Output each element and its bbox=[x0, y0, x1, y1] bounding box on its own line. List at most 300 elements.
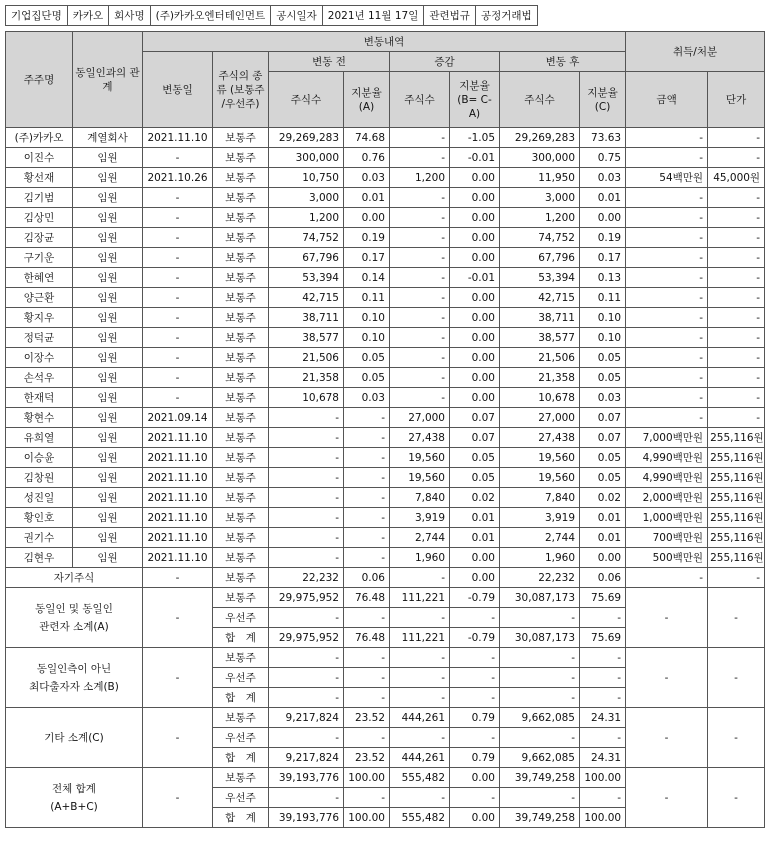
change-date: - bbox=[143, 368, 213, 388]
stock-type: 보통주 bbox=[213, 448, 269, 468]
stock-type: 보통주 bbox=[213, 528, 269, 548]
change-shares: - bbox=[390, 608, 450, 628]
header-before-shares: 주식수 bbox=[269, 72, 344, 128]
change-date: - bbox=[143, 708, 213, 768]
change-ratio: 0.00 bbox=[450, 208, 500, 228]
before-ratio: 76.48 bbox=[344, 588, 390, 608]
change-ratio: 0.01 bbox=[450, 508, 500, 528]
change-date: 2021.11.10 bbox=[143, 508, 213, 528]
header-amount: 금액 bbox=[626, 72, 708, 128]
info-key-law: 관련법규 bbox=[424, 6, 476, 26]
stock-type: 보통주 bbox=[213, 648, 269, 668]
subtotal-label-line2: 최다출자자 소계(B) bbox=[29, 680, 119, 693]
relation: 임원 bbox=[73, 268, 143, 288]
relation: 임원 bbox=[73, 248, 143, 268]
shareholder-name: 김상민 bbox=[6, 208, 73, 228]
before-ratio: - bbox=[344, 408, 390, 428]
table-row bbox=[6, 548, 765, 568]
after-shares: 39,749,258 bbox=[500, 808, 580, 828]
after-shares: 27,000 bbox=[500, 408, 580, 428]
acquisition-amount: - bbox=[626, 348, 708, 368]
unit-price: - bbox=[708, 648, 765, 708]
after-ratio: 75.69 bbox=[580, 628, 626, 648]
stock-type: 합 계 bbox=[213, 688, 269, 708]
after-shares: 30,087,173 bbox=[500, 628, 580, 648]
change-shares: - bbox=[390, 728, 450, 748]
stock-type: 보통주 bbox=[213, 168, 269, 188]
after-ratio: 0.05 bbox=[580, 468, 626, 488]
unit-price: 255,116원 bbox=[708, 528, 765, 548]
table-row bbox=[6, 448, 765, 468]
change-date: 2021.11.10 bbox=[143, 468, 213, 488]
relation: 계열회사 bbox=[73, 128, 143, 148]
change-shares: 7,840 bbox=[390, 488, 450, 508]
change-shares: - bbox=[390, 208, 450, 228]
table-row bbox=[6, 368, 765, 388]
change-date: 2021.11.10 bbox=[143, 548, 213, 568]
table-row bbox=[6, 168, 765, 188]
shareholder-name: 유희열 bbox=[6, 428, 73, 448]
after-ratio: 0.01 bbox=[580, 188, 626, 208]
relation: 임원 bbox=[73, 388, 143, 408]
before-shares: 21,358 bbox=[269, 368, 344, 388]
after-shares: 1,960 bbox=[500, 548, 580, 568]
relation: 임원 bbox=[73, 308, 143, 328]
after-shares: 2,744 bbox=[500, 528, 580, 548]
after-shares: 1,200 bbox=[500, 208, 580, 228]
stock-type: 보통주 bbox=[213, 408, 269, 428]
info-value-group: 카카오 bbox=[67, 6, 108, 26]
before-shares: 39,193,776 bbox=[269, 808, 344, 828]
after-shares: 21,358 bbox=[500, 368, 580, 388]
shareholder-name: 김기범 bbox=[6, 188, 73, 208]
before-ratio: 23.52 bbox=[344, 708, 390, 728]
after-shares: 67,796 bbox=[500, 248, 580, 268]
header-change-details: 변동내역 bbox=[143, 32, 626, 52]
after-ratio: 0.05 bbox=[580, 348, 626, 368]
acquisition-amount: 4,990백만원 bbox=[626, 448, 708, 468]
relation: 임원 bbox=[73, 448, 143, 468]
relation: 임원 bbox=[73, 168, 143, 188]
unit-price: - bbox=[708, 368, 765, 388]
acquisition-amount: - bbox=[626, 128, 708, 148]
before-ratio: 0.03 bbox=[344, 168, 390, 188]
shareholder-name: 이승윤 bbox=[6, 448, 73, 468]
stock-type: 합 계 bbox=[213, 808, 269, 828]
change-shares: 444,261 bbox=[390, 748, 450, 768]
change-shares: 444,261 bbox=[390, 708, 450, 728]
before-ratio: - bbox=[344, 648, 390, 668]
table-row bbox=[6, 388, 765, 408]
relation: 임원 bbox=[73, 228, 143, 248]
before-ratio: 74.68 bbox=[344, 128, 390, 148]
before-shares: - bbox=[269, 668, 344, 688]
info-key-company: 회사명 bbox=[109, 6, 150, 26]
acquisition-amount: - bbox=[626, 208, 708, 228]
relation: 임원 bbox=[73, 468, 143, 488]
before-ratio: - bbox=[344, 728, 390, 748]
after-shares: 19,560 bbox=[500, 468, 580, 488]
after-shares: 74,752 bbox=[500, 228, 580, 248]
after-ratio: 0.00 bbox=[580, 208, 626, 228]
unit-price: 255,116원 bbox=[708, 428, 765, 448]
before-ratio: 100.00 bbox=[344, 808, 390, 828]
before-ratio: - bbox=[344, 448, 390, 468]
change-ratio: 0.00 bbox=[450, 188, 500, 208]
stock-type: 보통주 bbox=[213, 548, 269, 568]
before-shares: - bbox=[269, 728, 344, 748]
after-ratio: 0.75 bbox=[580, 148, 626, 168]
after-shares: 19,560 bbox=[500, 448, 580, 468]
before-ratio: 0.03 bbox=[344, 388, 390, 408]
before-shares: 29,975,952 bbox=[269, 588, 344, 608]
relation: 임원 bbox=[73, 288, 143, 308]
table-row bbox=[6, 268, 765, 288]
before-ratio: - bbox=[344, 428, 390, 448]
change-shares: - bbox=[390, 328, 450, 348]
subtotal-label-line2: (A+B+C) bbox=[50, 800, 98, 813]
before-shares: - bbox=[269, 688, 344, 708]
after-shares: 9,662,085 bbox=[500, 748, 580, 768]
header-acquisition: 취득/처분 bbox=[626, 32, 765, 72]
before-ratio: - bbox=[344, 468, 390, 488]
change-date: 2021.11.10 bbox=[143, 448, 213, 468]
subtotal-row bbox=[6, 708, 765, 728]
change-ratio: 0.00 bbox=[450, 568, 500, 588]
subtotal-row bbox=[6, 648, 765, 668]
relation: 임원 bbox=[73, 148, 143, 168]
shareholder-rows bbox=[6, 128, 765, 828]
relation: 임원 bbox=[73, 348, 143, 368]
after-ratio: 0.13 bbox=[580, 268, 626, 288]
change-ratio: - bbox=[450, 788, 500, 808]
relation: 임원 bbox=[73, 508, 143, 528]
change-date: 2021.11.10 bbox=[143, 488, 213, 508]
shareholder-name: 한혜연 bbox=[6, 268, 73, 288]
shareholder-name: 손석우 bbox=[6, 368, 73, 388]
before-ratio: - bbox=[344, 788, 390, 808]
before-ratio: - bbox=[344, 608, 390, 628]
before-ratio: 0.14 bbox=[344, 268, 390, 288]
before-ratio: - bbox=[344, 688, 390, 708]
after-ratio: 0.17 bbox=[580, 248, 626, 268]
shareholder-name: 정덕균 bbox=[6, 328, 73, 348]
change-ratio: 0.07 bbox=[450, 428, 500, 448]
change-date: - bbox=[143, 388, 213, 408]
stock-type: 보통주 bbox=[213, 428, 269, 448]
change-ratio: 0.00 bbox=[450, 228, 500, 248]
change-shares: 1,200 bbox=[390, 168, 450, 188]
unit-price: - bbox=[708, 708, 765, 768]
before-shares: - bbox=[269, 428, 344, 448]
before-ratio: 0.10 bbox=[344, 308, 390, 328]
stock-type: 보통주 bbox=[213, 768, 269, 788]
after-ratio: 0.07 bbox=[580, 408, 626, 428]
after-ratio: 100.00 bbox=[580, 808, 626, 828]
stock-type: 보통주 bbox=[213, 328, 269, 348]
after-ratio: 0.02 bbox=[580, 488, 626, 508]
change-shares: 19,560 bbox=[390, 448, 450, 468]
change-ratio: -0.01 bbox=[450, 148, 500, 168]
change-ratio: - bbox=[450, 688, 500, 708]
info-value-date: 2021년 11월 17일 bbox=[322, 6, 424, 26]
table-row bbox=[6, 488, 765, 508]
relation: 임원 bbox=[73, 208, 143, 228]
acquisition-amount: 700백만원 bbox=[626, 528, 708, 548]
change-date: - bbox=[143, 308, 213, 328]
after-shares: - bbox=[500, 608, 580, 628]
header-after-shares: 주식수 bbox=[500, 72, 580, 128]
acquisition-amount: - bbox=[626, 308, 708, 328]
before-shares: 38,577 bbox=[269, 328, 344, 348]
stock-type: 보통주 bbox=[213, 388, 269, 408]
unit-price: - bbox=[708, 328, 765, 348]
change-ratio: 0.02 bbox=[450, 488, 500, 508]
after-shares: 39,749,258 bbox=[500, 768, 580, 788]
header-relation: 동일인과의 관계 bbox=[73, 32, 143, 128]
change-shares: - bbox=[390, 248, 450, 268]
info-value-law: 공정거래법 bbox=[475, 6, 537, 26]
shareholder-name: 구기운 bbox=[6, 248, 73, 268]
after-shares: 3,919 bbox=[500, 508, 580, 528]
treasury-row bbox=[6, 568, 765, 588]
before-ratio: 0.11 bbox=[344, 288, 390, 308]
stock-type: 합 계 bbox=[213, 748, 269, 768]
change-date: - bbox=[143, 248, 213, 268]
after-ratio: 73.63 bbox=[580, 128, 626, 148]
change-ratio: 0.01 bbox=[450, 528, 500, 548]
shareholder-name: 권기수 bbox=[6, 528, 73, 548]
shareholder-name: 양근환 bbox=[6, 288, 73, 308]
after-ratio: 0.01 bbox=[580, 528, 626, 548]
acquisition-amount: - bbox=[626, 588, 708, 648]
stock-type: 우선주 bbox=[213, 728, 269, 748]
acquisition-amount: 2,000백만원 bbox=[626, 488, 708, 508]
subtotal-label-line1: 동일인 및 동일인 bbox=[35, 602, 113, 615]
unit-price: - bbox=[708, 288, 765, 308]
header-ratio-b: 지분율 (B= C-A) bbox=[450, 72, 500, 128]
after-shares: 300,000 bbox=[500, 148, 580, 168]
header-change-shares: 주식수 bbox=[390, 72, 450, 128]
header-before: 변동 전 bbox=[269, 52, 390, 72]
change-ratio: 0.00 bbox=[450, 388, 500, 408]
change-ratio: 0.00 bbox=[450, 548, 500, 568]
subtotal-label-line2: 관련자 소계(A) bbox=[39, 620, 109, 633]
stock-type: 보통주 bbox=[213, 708, 269, 728]
before-shares: 3,000 bbox=[269, 188, 344, 208]
before-shares: 9,217,824 bbox=[269, 748, 344, 768]
unit-price: 255,116원 bbox=[708, 448, 765, 468]
table-row bbox=[6, 348, 765, 368]
change-date: - bbox=[143, 648, 213, 708]
after-shares: - bbox=[500, 728, 580, 748]
change-date: - bbox=[143, 288, 213, 308]
table-row bbox=[6, 528, 765, 548]
before-shares: 9,217,824 bbox=[269, 708, 344, 728]
table-row bbox=[6, 128, 765, 148]
table-row bbox=[6, 208, 765, 228]
after-ratio: - bbox=[580, 608, 626, 628]
info-key-date: 공시일자 bbox=[271, 6, 323, 26]
unit-price: - bbox=[708, 208, 765, 228]
relation: 임원 bbox=[73, 408, 143, 428]
after-ratio: - bbox=[580, 668, 626, 688]
change-ratio: 0.00 bbox=[450, 248, 500, 268]
before-ratio: - bbox=[344, 548, 390, 568]
before-ratio: - bbox=[344, 528, 390, 548]
stock-type: 합 계 bbox=[213, 628, 269, 648]
after-ratio: 0.03 bbox=[580, 168, 626, 188]
stock-type: 우선주 bbox=[213, 668, 269, 688]
acquisition-amount: - bbox=[626, 228, 708, 248]
change-ratio: 0.00 bbox=[450, 808, 500, 828]
change-shares: - bbox=[390, 648, 450, 668]
header-ratio-a: 지분율 (A) bbox=[344, 72, 390, 128]
after-shares: 38,711 bbox=[500, 308, 580, 328]
before-shares: - bbox=[269, 548, 344, 568]
header-change-date: 변동일 bbox=[143, 52, 213, 128]
before-shares: 39,193,776 bbox=[269, 768, 344, 788]
before-shares: - bbox=[269, 488, 344, 508]
unit-price: - bbox=[708, 148, 765, 168]
acquisition-amount: - bbox=[626, 648, 708, 708]
stock-type: 보통주 bbox=[213, 488, 269, 508]
before-ratio: 0.05 bbox=[344, 348, 390, 368]
after-ratio: 0.05 bbox=[580, 368, 626, 388]
unit-price: 255,116원 bbox=[708, 468, 765, 488]
before-shares: 53,394 bbox=[269, 268, 344, 288]
relation: 임원 bbox=[73, 368, 143, 388]
after-ratio: 100.00 bbox=[580, 768, 626, 788]
change-shares: - bbox=[390, 288, 450, 308]
after-shares: 38,577 bbox=[500, 328, 580, 348]
change-ratio: -1.05 bbox=[450, 128, 500, 148]
change-ratio: 0.00 bbox=[450, 328, 500, 348]
unit-price: - bbox=[708, 768, 765, 828]
subtotal-label-line1: 동일인측이 아닌 bbox=[36, 662, 112, 675]
table-row bbox=[6, 188, 765, 208]
change-ratio: 0.00 bbox=[450, 368, 500, 388]
change-shares: - bbox=[390, 568, 450, 588]
after-shares: 22,232 bbox=[500, 568, 580, 588]
shareholder-name: 성진일 bbox=[6, 488, 73, 508]
header-stock-type: 주식의 종류 (보통주 /우선주) bbox=[213, 52, 269, 128]
change-date: - bbox=[143, 228, 213, 248]
stock-type: 보통주 bbox=[213, 588, 269, 608]
subtotal-label bbox=[6, 708, 143, 768]
header-unit-price: 단가 bbox=[708, 72, 765, 128]
acquisition-amount: 1,000백만원 bbox=[626, 508, 708, 528]
stock-type: 보통주 bbox=[213, 468, 269, 488]
change-shares: - bbox=[390, 148, 450, 168]
change-shares: 1,960 bbox=[390, 548, 450, 568]
before-shares: 42,715 bbox=[269, 288, 344, 308]
after-shares: 11,950 bbox=[500, 168, 580, 188]
shareholder-name: 황현수 bbox=[6, 408, 73, 428]
relation: 임원 bbox=[73, 488, 143, 508]
change-date: - bbox=[143, 268, 213, 288]
change-shares: 19,560 bbox=[390, 468, 450, 488]
table-row bbox=[6, 508, 765, 528]
stock-type: 보통주 bbox=[213, 268, 269, 288]
unit-price: - bbox=[708, 188, 765, 208]
change-shares: 555,482 bbox=[390, 808, 450, 828]
before-ratio: - bbox=[344, 668, 390, 688]
change-ratio: 0.00 bbox=[450, 168, 500, 188]
info-key-group: 기업집단명 bbox=[6, 6, 68, 26]
before-shares: 67,796 bbox=[269, 248, 344, 268]
after-shares: - bbox=[500, 788, 580, 808]
stock-type: 보통주 bbox=[213, 248, 269, 268]
unit-price: - bbox=[708, 348, 765, 368]
acquisition-amount: 500백만원 bbox=[626, 548, 708, 568]
change-shares: 3,919 bbox=[390, 508, 450, 528]
acquisition-amount: - bbox=[626, 248, 708, 268]
table-row bbox=[6, 228, 765, 248]
before-ratio: 0.05 bbox=[344, 368, 390, 388]
change-ratio: -0.01 bbox=[450, 268, 500, 288]
before-shares: 10,678 bbox=[269, 388, 344, 408]
table-row bbox=[6, 148, 765, 168]
after-ratio: - bbox=[580, 648, 626, 668]
unit-price: - bbox=[708, 388, 765, 408]
header-ratio-c: 지분율 (C) bbox=[580, 72, 626, 128]
after-shares: 10,678 bbox=[500, 388, 580, 408]
change-shares: - bbox=[390, 228, 450, 248]
after-ratio: 0.10 bbox=[580, 308, 626, 328]
relation: 임원 bbox=[73, 428, 143, 448]
change-ratio: -0.79 bbox=[450, 628, 500, 648]
after-ratio: 24.31 bbox=[580, 708, 626, 728]
before-ratio: 76.48 bbox=[344, 628, 390, 648]
acquisition-amount: - bbox=[626, 408, 708, 428]
before-ratio: 23.52 bbox=[344, 748, 390, 768]
stock-type: 보통주 bbox=[213, 188, 269, 208]
stock-type: 보통주 bbox=[213, 208, 269, 228]
change-shares: 555,482 bbox=[390, 768, 450, 788]
change-ratio: 0.07 bbox=[450, 408, 500, 428]
shareholder-name: 이장수 bbox=[6, 348, 73, 368]
after-shares: 42,715 bbox=[500, 288, 580, 308]
before-shares: 74,752 bbox=[269, 228, 344, 248]
stock-type: 보통주 bbox=[213, 508, 269, 528]
change-ratio: 0.00 bbox=[450, 288, 500, 308]
after-ratio: 0.05 bbox=[580, 448, 626, 468]
table-row bbox=[6, 288, 765, 308]
table-row bbox=[6, 308, 765, 328]
unit-price: - bbox=[708, 248, 765, 268]
unit-price: - bbox=[708, 588, 765, 648]
change-ratio: 0.00 bbox=[450, 768, 500, 788]
relation: 임원 bbox=[73, 548, 143, 568]
change-ratio: 0.05 bbox=[450, 468, 500, 488]
unit-price: 255,116원 bbox=[708, 548, 765, 568]
before-shares: - bbox=[269, 468, 344, 488]
before-ratio: 0.19 bbox=[344, 228, 390, 248]
shareholder-name: 황지우 bbox=[6, 308, 73, 328]
stock-type: 우선주 bbox=[213, 788, 269, 808]
before-shares: 300,000 bbox=[269, 148, 344, 168]
change-date: - bbox=[143, 568, 213, 588]
acquisition-amount: - bbox=[626, 568, 708, 588]
subtotal-row bbox=[6, 588, 765, 608]
before-shares: - bbox=[269, 608, 344, 628]
before-shares: 10,750 bbox=[269, 168, 344, 188]
stock-type: 보통주 bbox=[213, 368, 269, 388]
change-date: 2021.11.10 bbox=[143, 528, 213, 548]
shareholder-name: 김창원 bbox=[6, 468, 73, 488]
change-shares: - bbox=[390, 788, 450, 808]
